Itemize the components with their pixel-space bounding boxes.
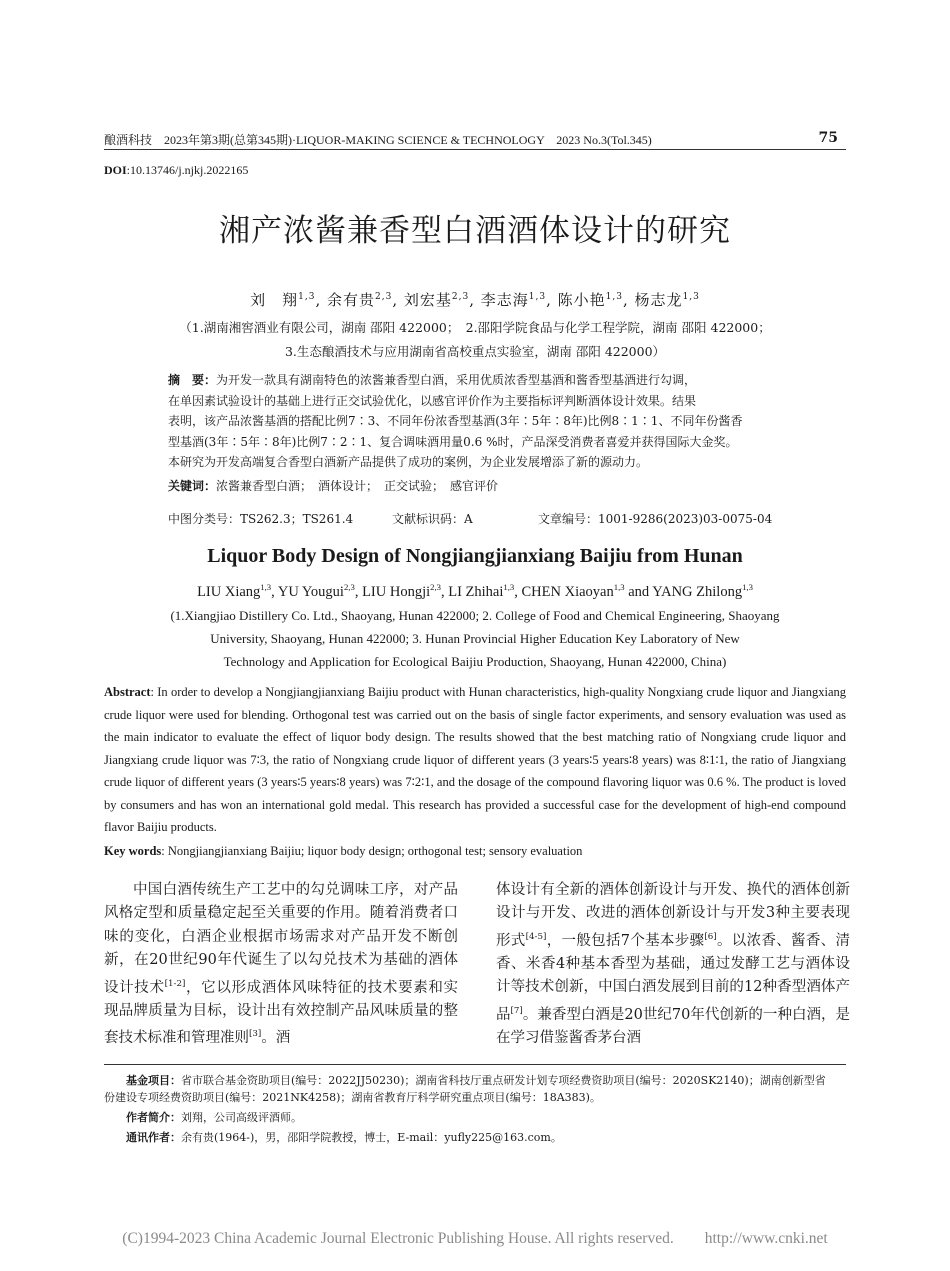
affiliation-en-line: Technology and Application for Ecological Baijiu Production, Shaoyang, Hunan 422000, China) (223, 654, 727, 669)
footnote-text: 刘翔，公司高级评酒师。 (181, 1111, 302, 1124)
author-en-sup: 1,3 (260, 582, 272, 592)
citation: [4-5] (525, 931, 547, 942)
abstract-cn-line: 表明，该产品浓酱基酒的搭配比例7∶3、不同年份浓香型基酒(3年∶5年∶8年)比例8∶1∶1、不同年份酱香 (168, 414, 743, 428)
body-text: 中国白酒传统生产工艺中的勾兑调味工序，对产品风格定型和质量稳定起至关重要的作用。随着消费者口味的变化，白酒企业根据市场需求对产品开发不断创新，在20世纪90年代诞生了以勾兑技术为基础的酒体设计技术 (104, 882, 458, 996)
author-cn: 余有贵 (326, 291, 375, 309)
keywords-cn-label: 关键词： (168, 478, 217, 493)
author-en: YANG Zhilong (652, 583, 743, 600)
authors-en (0, 582, 950, 601)
author-en-sep: , (440, 583, 449, 600)
abstract-cn-text: 为开发一款具有湖南特色的浓酱兼香型白酒，采用优质浓香型基酒和酱香型基酒进行勾调， (216, 373, 697, 387)
citation: [6] (704, 931, 717, 942)
abstract-cn-line: 本研究为开发高端复合香型白酒新产品提供了成功的案例，为企业发展增添了新的源动力。 (168, 455, 649, 469)
abstract-cn-line: 在单因素试验设计的基础上进行正交试验优化，以感官评价作为主要指标评判断酒体设计效果。结果 (168, 393, 697, 408)
affiliation-en-line: University, Shaoyang, Hunan 422000; 3. Hunan Provincial Higher Education Key Laboratory of New (210, 631, 740, 646)
footnote-label: 基金项目： (126, 1074, 181, 1087)
author-en-sep: , (271, 583, 278, 600)
title-cn: 湘产浓酱兼香型白酒酒体设计的研究 (219, 213, 731, 249)
author-cn: 杨志龙 (634, 291, 683, 309)
footnote-label: 通讯作者： (126, 1131, 181, 1144)
author-cn-sup: 2,3 (451, 292, 470, 302)
author-cn-sup: 1,3 (682, 292, 700, 302)
running-head (104, 131, 846, 150)
keywords-en-text: : Nongjiangjianxiang Baijiu; liquor body design; orthogonal test; sensory evaluation (161, 844, 583, 858)
author-cn: 刘 翔 (250, 291, 299, 309)
footnote-fund-cont: 份建设专项经费资助项目(编号：2021NK4258)；湖南省教育厅科学研究重点项目(编号：18A383)。 (104, 1091, 601, 1104)
body-text: 体设计有全新的酒体创新设计与开发、换代的酒体创新设计与开发、改进的酒体创新设计与开发3种主要表现形式 (496, 882, 850, 949)
author-en-sup: 1,3 (742, 582, 753, 592)
abstract-cn (168, 370, 782, 496)
author-cn: 李志海 (480, 291, 529, 309)
footnote-corresponding (104, 1129, 846, 1146)
document-code: 文献标识码：A (392, 512, 473, 526)
page-number: 75 (818, 130, 838, 146)
author-en: LI Zhihai (448, 583, 504, 600)
footnote-author (104, 1109, 846, 1126)
body-text: ，它以形成酒体风味特征的技术要素和实现品牌质量为目标，设计出有效控制产品风味质量的整套技术标准和管理准则 (104, 979, 459, 1047)
abstract-en-label: Abstract (104, 685, 151, 699)
body-text: 。酒 (261, 1030, 291, 1047)
author-en-sup: 2,3 (430, 582, 441, 592)
journal-info: 酿酒科技 2023年第3期(总第345期)·LIQUOR-MAKING SCIENCE & TECHNOLOGY 2023 No.3(Tol.345) (104, 133, 652, 147)
citation: [7] (510, 1005, 523, 1016)
author-en-sep: and (624, 583, 653, 600)
author-en-sep: , (354, 583, 363, 600)
footnote-text: 省市联合基金资助项目(编号：2022JJ50230)；湖南省科技厅重点研发计划专项经费资助项目(编号：2020SK2140)；湖南创新型省 (181, 1074, 826, 1087)
footnote-fund (104, 1072, 846, 1089)
footnote-label: 作者简介： (126, 1111, 181, 1124)
keywords-en (104, 844, 846, 859)
copyright-footer: (C)1994-2023 China Academic Journal Electronic Publishing House. All rights reserved. http://www.cnki.net (122, 1230, 828, 1247)
author-en-sup: 1,3 (503, 582, 515, 592)
footnote-divider (104, 1064, 846, 1065)
body-column-right (496, 879, 850, 1051)
author-cn-sup: 2,3 (375, 292, 393, 302)
author-en: CHEN Xiaoyan (521, 583, 614, 600)
footnote-text: 余有贵(1964-)，男，邵阳学院教授，博士，E-mail：yufly225@163.com。 (181, 1131, 562, 1144)
abstract-cn-line (168, 370, 782, 391)
affiliation-cn-line: （1.湖南湘窖酒业有限公司，湖南 邵阳 422000； 2.邵阳学院食品与化学工程学院，湖南 邵阳 422000； (179, 320, 771, 335)
article-number: 文章编号：1001-9286(2023)03-0075-04 (538, 512, 773, 526)
body-text: 。以浓香、酱香、清香、米香4种基本香型为基础，通过发酵工艺与酒体设计等技术创新，中国白酒发展到目前的12种香型酒体产品 (496, 932, 850, 1023)
abstract-cn-label: 摘 要： (168, 373, 217, 387)
affiliation-cn-line: 3.生态酿酒技术与应用湖南省高校重点实验室，湖南 邵阳 422000） (284, 344, 666, 359)
author-cn: 陈小艳 (557, 291, 606, 309)
citation: [3] (249, 1029, 262, 1040)
author-en: LIU Hongji (362, 583, 431, 600)
doi-label: DOI (104, 163, 127, 177)
body-text: ，一般包括7个基本步骤 (546, 932, 705, 949)
affiliation-en-line: (1.Xiangjiao Distillery Co. Ltd., Shaoyang, Hunan 422000; 2. College of Food and Chemical Engineering, Shaoyang (170, 608, 780, 623)
author-en-sup: 2,3 (343, 582, 355, 592)
author-cn: 刘宏基 (403, 291, 452, 309)
abstract-en-text: : In order to develop a Nongjiangjianxiang Baijiu product with Hunan characteristics, high-quality Nongxiang crude liquor and Jiangxiang crude liquor were used for blending. Orthogonal test was carried out on the basis of single factor experiments, and sensory evaluation was used as the main indicator to evaluate the effect of liquor body design. The results showed that the best matching ratio of Nongxiang crude liquor and Jiangxiang crude liquor was 7∶3, the ratio of Nongxiang crude liquor of different years (3 years∶5 years∶8 years) was 8∶1∶1, the ratio of Jiangxiang crude liquor of different years (3 years∶5 years∶8 years) was 7∶2∶1, and the dosage of the compound flavoring liquor was 0.6 %. The product is loved by consumers and has won an international gold medal. This research has provided a successful case for the development of high-end compound flavor Baijiu products. (104, 685, 846, 834)
author-en: LIU Xiang (197, 583, 261, 600)
keywords-cn-text: 浓酱兼香型白酒； 酒体设计； 正交试验； 感官评价 (216, 478, 499, 493)
body-text: 。兼香型白酒是20世纪70年代创新的一种白酒，是在学习借鉴酱香茅台酒 (496, 1006, 850, 1047)
author-en-sup: 1,3 (613, 582, 625, 592)
author-cn-sup: 1,3 (528, 292, 547, 302)
doi-value: :10.13746/j.njkj.2022165 (126, 163, 249, 177)
abstract-en (104, 681, 846, 839)
clc-number: 中图分类号：TS262.3；TS261.4 (168, 512, 354, 526)
title-en: Liquor Body Design of Nongjiangjianxiang Baijiu from Hunan (207, 545, 743, 567)
author-cn-sup: 1,3 (298, 292, 316, 302)
doi (104, 163, 248, 178)
keywords-cn (168, 476, 782, 497)
citation: [1-2] (164, 978, 186, 989)
abstract-cn-line: 型基酒(3年∶5年∶8年)比例7∶2∶1、复合调味酒用量0.6 %时，产品深受消费者喜爱并获得国际大金奖。 (168, 434, 738, 449)
authors-cn: 刘 翔$^{1,3}$, 余有贵$^{2,3}$, 刘宏基$^{2,3}$, 李志海$^{1,3}$, 陈小艳$^{1,3}$, 杨志龙$^{1,3}$ (250, 291, 700, 309)
author-cn-sup: 1,3 (605, 292, 623, 302)
body-column-left (104, 879, 458, 1051)
keywords-en-label: Key words (104, 844, 162, 858)
author-en: YU Yougui (277, 583, 344, 600)
author-en-sep: , (514, 583, 522, 600)
